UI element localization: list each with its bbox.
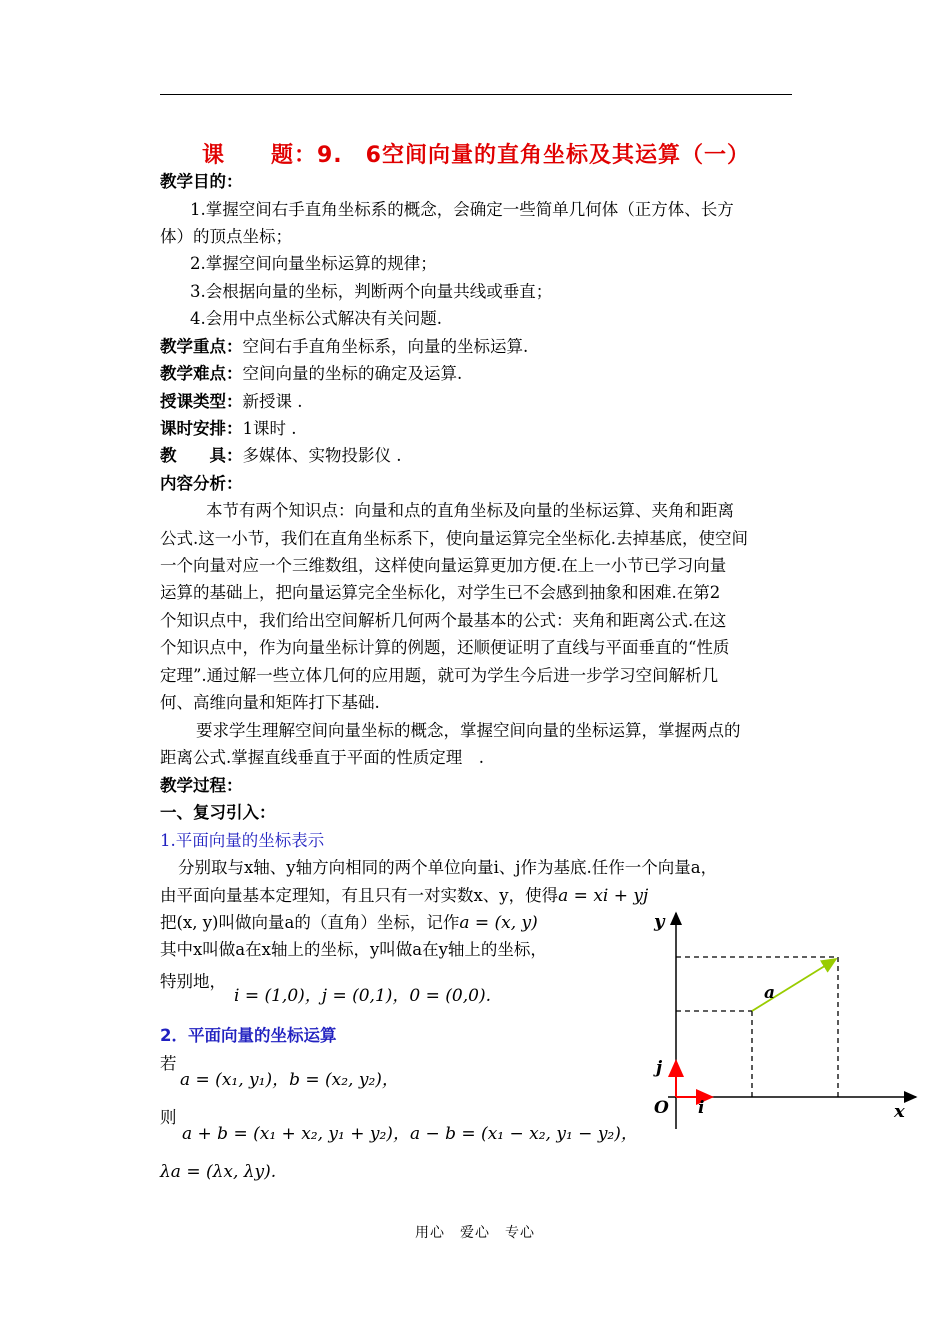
- objective-4: 4.会用中点坐标公式解决有关问题.: [190, 309, 442, 328]
- analysis-line: 个知识点中，我们给出空间解析几何两个最基本的公式：夹角和距离公式.在这: [160, 611, 727, 630]
- analysis-line: 运算的基础上，把向量运算完全坐标化，对学生已不会感到抽象和困难.在第2: [160, 583, 721, 602]
- sub2-if-formula: a = (x₁, y₁)，b = (x₂, y₂)，: [180, 1070, 399, 1090]
- objective-3: 3.会根据向量的坐标，判断两个向量共线或垂直；: [190, 282, 553, 301]
- sum-difference-formula: a + b = (x₁ + x₂, y₁ + y₂)，a − b = (x₁ − x₂, y₁ − y₂)，: [182, 1124, 638, 1144]
- guide-lines: [676, 957, 838, 1097]
- analysis-line: 公式.这一小节，我们在直角坐标系下，使向量运算完全坐标化.去掉基底，使空间: [160, 529, 748, 548]
- requirement-line: 距离公式.掌握直线垂直于平面的性质定理 .: [160, 748, 484, 767]
- objective-1b: 体）的顶点坐标；: [160, 227, 292, 246]
- section-review: 一、复习引入：: [160, 803, 276, 822]
- requirement-line: 要求学生理解空间向量坐标的概念，掌握空间向量的坐标运算，掌握两点的: [196, 721, 741, 740]
- lesson-time: 课时安排：1课时 .: [160, 419, 297, 438]
- teaching-tools: 教 具：多媒体、实物投影仪 .: [160, 446, 402, 465]
- sub1-paragraph: 其中x叫做a在x轴上的坐标，y叫做a在y轴上的坐标，: [160, 940, 547, 959]
- origin-label: O: [654, 1098, 669, 1118]
- y-axis-label: y: [654, 911, 665, 932]
- sub1-paragraph: 由平面向量基本定理知，有且只有一对实数x、y，使得a = xi + yj: [160, 886, 649, 906]
- coordinate-figure: [640, 905, 920, 1135]
- j-label: j: [656, 1058, 663, 1078]
- sub2-if: 若: [160, 1054, 177, 1073]
- analysis-line: 本节有两个知识点：向量和点的直角坐标及向量的坐标运算、夹角和距离: [206, 501, 734, 520]
- special-vectors-formula: i = (1,0)，j = (0,1)，0 = (0,0).: [234, 986, 491, 1006]
- sub1-paragraph: 分别取与x轴、y轴方向相同的两个单位向量i、j作为基底.任作一个向量a，: [178, 858, 718, 877]
- subsection-1-title: 1.平面向量的坐标表示: [160, 831, 325, 850]
- analysis-line: 定理”.通过解一些立体几何的应用题，就可为学生今后进一步学习空间解析几: [160, 666, 719, 685]
- process-heading: 教学过程：: [160, 776, 243, 795]
- a-label: a: [764, 983, 776, 1003]
- analysis-line: 个知识点中，作为向量坐标计算的例题，还顺便证明了直线与平面垂直的“性质: [160, 638, 730, 657]
- objective-2: 2.掌握空间向量坐标运算的规律；: [190, 254, 437, 273]
- page-footer: 用心 爱心 专心: [415, 1225, 535, 1241]
- key-points: 教学重点：空间右手直角坐标系，向量的坐标运算.: [160, 337, 529, 356]
- page-title: 课 题：9. 6空间向量的直角坐标及其运算（一）: [202, 143, 750, 168]
- sub1-paragraph: 特别地，: [160, 972, 226, 991]
- difficulties: 教学难点：空间向量的坐标的确定及运算.: [160, 364, 463, 383]
- analysis-heading: 内容分析：: [160, 474, 243, 493]
- objectives-heading: 教学目的：: [160, 172, 243, 191]
- subsection-2-title: 2．平面向量的坐标运算: [160, 1026, 337, 1045]
- scalar-multiple-formula: λa = (λx, λy).: [160, 1162, 277, 1182]
- header-rule: [160, 94, 792, 95]
- i-label: i: [698, 1098, 705, 1118]
- objective-1a: 1.掌握空间右手直角坐标系的概念，会确定一些简单几何体（正方体、长方: [190, 200, 734, 219]
- analysis-line: 何、高维向量和矩阵打下基础.: [160, 693, 380, 712]
- sub1-paragraph: 把(x, y)叫做向量a的（直角）坐标，记作a = (x, y): [160, 913, 538, 933]
- sub2-then: 则: [160, 1108, 177, 1127]
- lesson-type: 授课类型：新授课 .: [160, 392, 303, 411]
- analysis-line: 一个向量对应一个三维数组，这样使向量运算更加方便.在上一小节已学习向量: [160, 556, 727, 575]
- x-axis-label: x: [894, 1101, 905, 1122]
